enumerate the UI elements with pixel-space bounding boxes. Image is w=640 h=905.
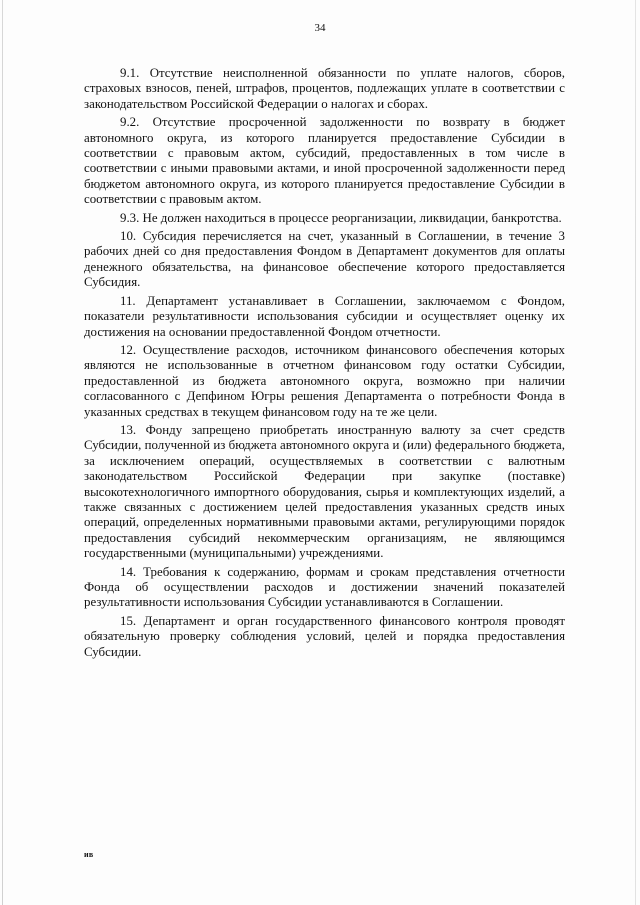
- document-body: [84, 66, 565, 663]
- paragraph-15: 15. Департамент и орган государственного финансового контроля проводят обязательную проверку соблюдения условий, целей и порядка предоставления Субсидии.: [84, 613, 565, 659]
- paragraph-9-1: 9.1. Отсутствие неисполненной обязанности по уплате налогов, сборов, страховых взносов, пеней, штрафов, процентов, подлежащих уплате в соответствии с законодательством Российской Федерации о налогах и сборах.: [84, 66, 565, 111]
- paragraph-13: 13. Фонду запрещено приобретать иностранную валюту за счет средств Субсидии, полученной из бюджета автономного округа и (или) федерального бюджета, за исключением операций, осуществляемых в соответствии с валютным законодательством Российской Федерации при закупке (поставке) высокотехнологичного импортного оборудования, сырья и комплектующих изделий, а также связанных с достижением целей предоставления указанных средств иных операций, определенных нормативными правовыми актами, регулирующими порядок предоставления субсидий некоммерческим организациям, не являющимся государственными (муниципальными) учреждениями.: [84, 422, 565, 561]
- paragraph-12: 12. Осуществление расходов, источником финансового обеспечения которых являются не использованные в отчетном финансовом году остатки Субсидии, предоставленной из бюджета автономного округа, возможно при наличии согласованного с Депфином Югры решения Департамента о потребности Фонда в указанных средствах в текущем финансовом году на те же цели.: [84, 342, 565, 419]
- paragraph-9-2: 9.2. Отсутствие просроченной задолженности по возврату в бюджет автономного округа, из которого планируется предоставление Субсидии в соответствии с правовым актом, субсидий, предоставленных в том числе в соответствии с иными правовыми актами, и иной просроченной задолженности перед бюджетом автономного округа, из которого планируется предоставление Субсидии в соответствии с правовым актом.: [84, 115, 565, 207]
- page-number: 34: [314, 22, 326, 34]
- paragraph-11: 11. Департамент устанавливает в Соглашении, заключаемом с Фондом, показатели результативности использования субсидии и осуществляет оценку их достижения на основании предоставленной Фондом отчетности.: [84, 293, 565, 339]
- scan-edge-right: [635, 0, 636, 905]
- scan-edge-left: [2, 0, 3, 905]
- footer-initials: ив: [84, 850, 94, 859]
- paragraph-10: 10. Субсидия перечисляется на счет, указанный в Соглашении, в течение 3 рабочих дней со дня предоставления Фондом в Департамент документов для оплаты денежного обязательства, на финансовое обеспечение которого предоставляется Субсидия.: [84, 229, 565, 290]
- paragraph-14: 14. Требования к содержанию, формам и срокам представления отчетности Фонда об осуществлении расходов и достижении значений показателей результативности использования Субсидии устанавливаются в Соглашении.: [84, 564, 565, 610]
- paragraph-9-3: 9.3. Не должен находиться в процессе реорганизации, ликвидации, банкротства.: [120, 210, 562, 225]
